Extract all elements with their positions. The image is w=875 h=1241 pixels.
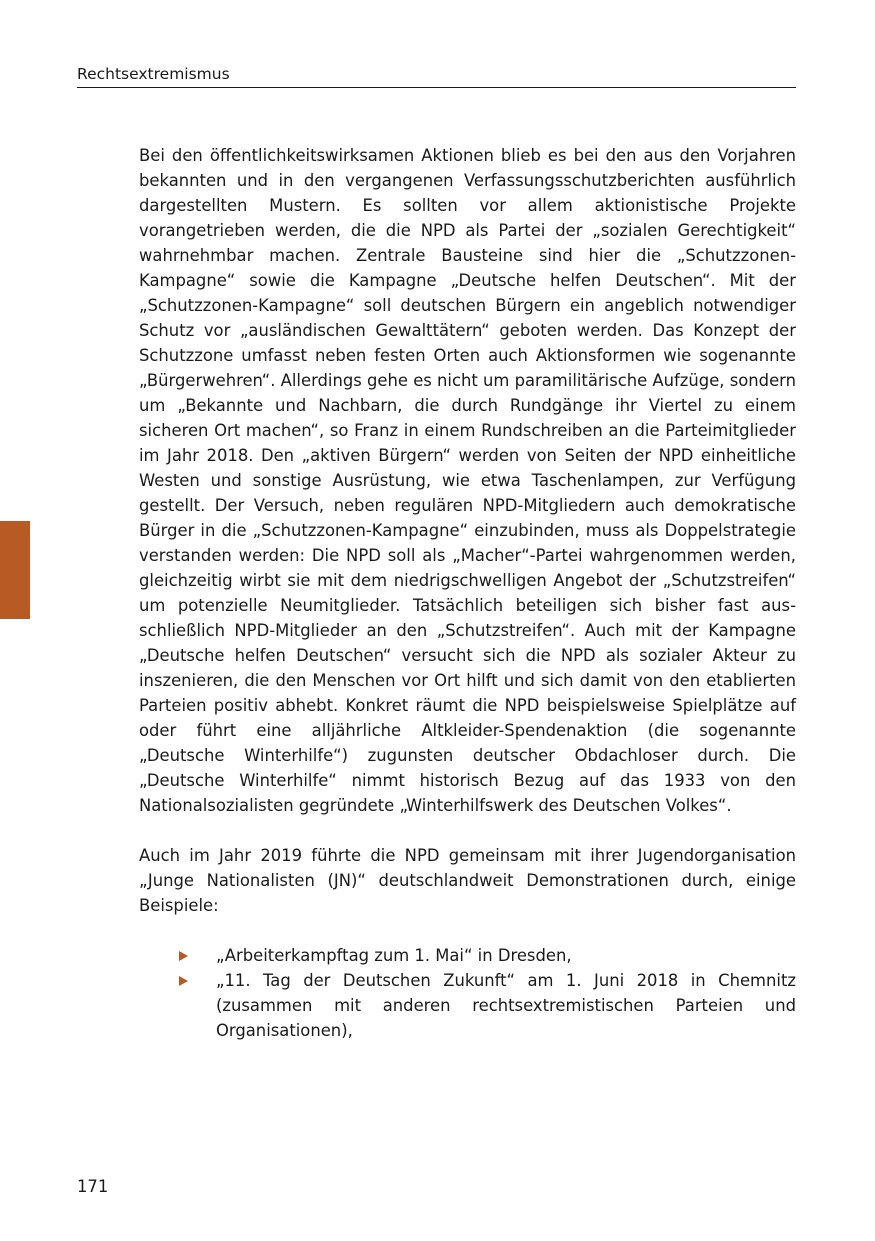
paragraph: Auch im Jahr 2019 führte die NPD gemeinsam mit ihrer Jugendorganisation „Junge Nationalisten (JN)“ deutschlandweit Demonstrationen durch, einige Beispiele: (139, 846, 796, 915)
triangle-bullet-icon (179, 976, 188, 986)
chapter-color-tab (0, 521, 30, 619)
bullet-list (139, 943, 796, 1043)
paragraph: Bei den öffentlichkeitswirksamen Aktionen blieb es bei den aus den Vorjahren bekannten und in den vergangenen Verfassungsschutzberichten ausführlich dargestellten Mustern. Es sollten vor allem aktionistische Projekte vorangetrieben werden, die die NPD als Partei der „sozialen Gerechtigkeit“ wahrnehmbar machen. Zentrale Bausteine sind hier die „Schutzzonen-Kampagne“ sowie die Kampagne „Deutsche helfen Deutschen“. Mit der „Schutzzonen-Kampagne“ soll deutschen Bürgern ein angeblich notwendiger Schutz vor „ausländischen Gewalttätern“ geboten werden. Das Konzept der Schutzzone umfasst neben festen Orten auch Aktionsformen wie sogenannte „Bürgerwehren“. Allerdings gehe es nicht um paramilitärische Aufzüge, sondern um „Bekannte und Nachbarn, die durch Rundgänge ihr Viertel zu einem sicheren Ort machen“, so Franz in einem Rundschreiben an die Parteimitglieder im Jahr 2018. Den „aktiven Bürgern“ werden von Seiten der NPD einheitliche Westen und sonstige Ausrüstung, wie etwa Taschenlampen, zur Verfügung gestellt. Der Versuch, neben regulären NPD-Mitgliedern auch demokratische Bürger in die „Schutzzonen-Kampagne“ einzubinden, muss als Doppelstrategie verstanden werden: Die NPD soll als „Macher“-Partei wahrgenommen werden, gleichzeitig wirbt sie mit dem niedrigschwelligen Angebot der „Schutzstreifen“ um potenzielle Neumitglieder. Tatsächlich beteiligen sich bisher fast ausschließlich NPD-Mitglieder an den „Schutzstreifen“. Auch mit der Kampagne „Deutsche helfen Deutschen“ versucht sich die NPD als sozialer Akteur zu inszenieren, die den Menschen vor Ort hilft und sich damit von den etablierten Parteien positiv abhebt. Konkret räumt die NPD beispielsweise Spielplätze auf oder führt eine alljährliche Altkleider-Spendenaktion (die sogenannte „Deutsche Winterhilfe“) zugunsten deutscher Obdachloser durch. Die „Deutsche Winterhilfe“ nimmt historisch Bezug auf das 1933 von den Nationalsozialisten gegründete „Winterhilfswerk des Deutschen Volkes“. (139, 146, 796, 815)
running-header: Rechtsextremismus (77, 64, 796, 88)
list-item (139, 968, 796, 1043)
body-text (139, 143, 796, 1043)
page-number: 171 (77, 1177, 109, 1196)
list-item (139, 943, 796, 968)
list-item-text: „Arbeiterkampftag zum 1. Mai“ in Dresden, (216, 946, 572, 965)
triangle-bullet-icon (179, 951, 188, 961)
list-item-text: „11. Tag der Deutschen Zukunft“ am 1. Juni 2018 in Chemnitz (zusammen mit anderen rechtsextremistischen Parteien und Organisationen), (216, 971, 796, 1040)
